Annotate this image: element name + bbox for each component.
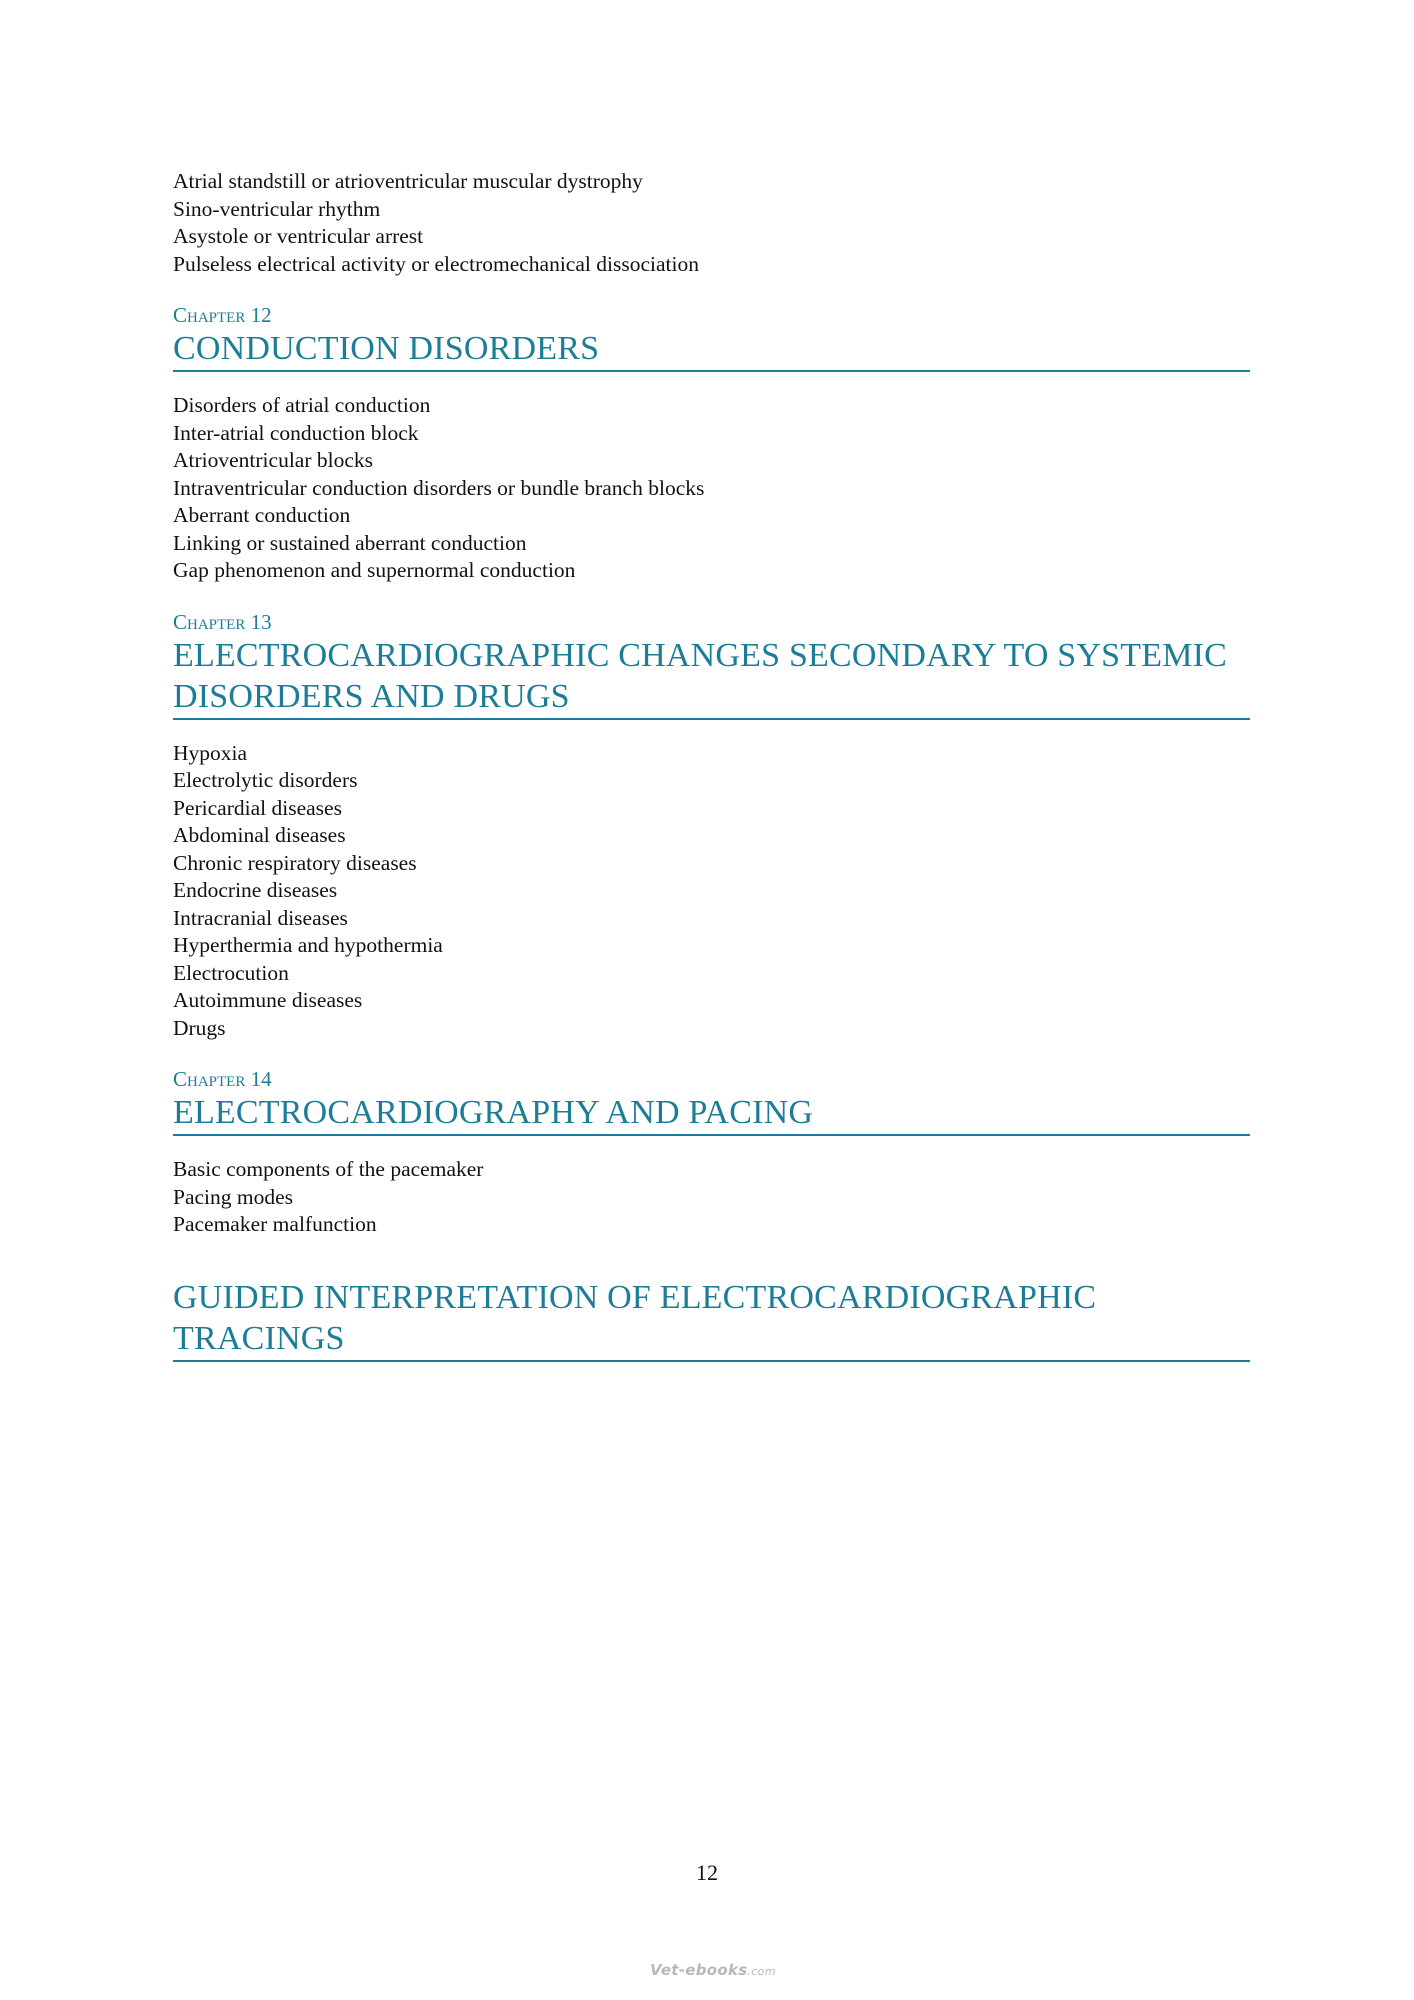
section-title — [173, 1277, 1250, 1362]
list-item: Hypoxia — [173, 740, 248, 765]
section-title-line: GUIDED INTERPRETATION OF ELECTROCARDIOGRAPHIC — [173, 1278, 1097, 1316]
list-item: Autoimmune diseases — [173, 988, 363, 1012]
list-item: Endocrine diseases — [173, 878, 338, 902]
list-item: Chronic respiratory diseases — [173, 850, 417, 875]
page-number: 12 — [696, 1860, 718, 1885]
list-item: Intraventricular conduction disorders or bundle branch blocks — [173, 475, 705, 500]
chapter-title-line: CONDUCTION DISORDERS — [173, 330, 600, 367]
intro-list — [173, 168, 1250, 278]
list-item: Intracranial diseases — [173, 905, 348, 930]
list-item: Basic components of the pacemaker — [173, 1157, 484, 1181]
list-item: Atrioventricular blocks — [173, 448, 374, 472]
list-item: Hyperthermia and hypothermia — [173, 933, 443, 957]
list-item: Abdominal diseases — [173, 823, 346, 847]
list-item: Pulseless electrical activity or electromechanical dissociation — [173, 251, 699, 276]
watermark-text: Vet-ebooks — [650, 1961, 748, 1979]
chapter-label: Chapter 14 — [173, 1067, 272, 1091]
section-title-line: TRACINGS — [173, 1319, 345, 1357]
chapter-13-section — [173, 609, 1250, 1043]
list-item: Linking or sustained aberrant conduction — [173, 530, 527, 555]
chapter-label: Chapter 12 — [173, 303, 272, 327]
chapter-title — [173, 328, 1250, 372]
list-item: Electrolytic disorders — [173, 768, 358, 792]
list-item: Pacing modes — [173, 1184, 294, 1209]
chapter-title-line: DISORDERS AND DRUGS — [173, 677, 570, 715]
chapter-topic-list — [173, 392, 1250, 585]
chapter-12-section — [173, 302, 1250, 585]
watermark-logo — [650, 1961, 776, 1979]
guided-interpretation-section — [173, 1277, 1250, 1362]
chapter-label: Chapter 13 — [173, 609, 272, 634]
list-item: Atrial standstill or atrioventricular muscular dystrophy — [173, 169, 643, 193]
list-item: Disorders of atrial conduction — [173, 393, 431, 417]
chapter-title-line: ELECTROCARDIOGRAPHIC CHANGES SECONDARY TO SYSTEMIC — [173, 636, 1228, 674]
chapter-topic-list — [173, 740, 1250, 1043]
list-item: Pacemaker malfunction — [173, 1212, 377, 1236]
list-item: Electrocution — [173, 960, 289, 985]
chapter-topic-list — [173, 1156, 1250, 1239]
chapter-title — [173, 635, 1250, 720]
list-item: Gap phenomenon and supernormal conduction — [173, 558, 576, 582]
table-of-contents — [173, 168, 1250, 1382]
list-item: Pericardial diseases — [173, 795, 342, 820]
chapter-title — [173, 1092, 1250, 1136]
list-item: Sino-ventricular rhythm — [173, 196, 381, 221]
list-item: Inter-atrial conduction block — [173, 420, 419, 445]
list-item: Asystole or ventricular arrest — [173, 224, 424, 248]
list-item: Drugs — [173, 1015, 226, 1040]
list-item: Aberrant conduction — [173, 503, 351, 527]
watermark-suffix: .com — [747, 1965, 776, 1978]
chapter-title-line: ELECTROCARDIOGRAPHY AND PACING — [173, 1094, 814, 1131]
chapter-14-section — [173, 1066, 1250, 1239]
